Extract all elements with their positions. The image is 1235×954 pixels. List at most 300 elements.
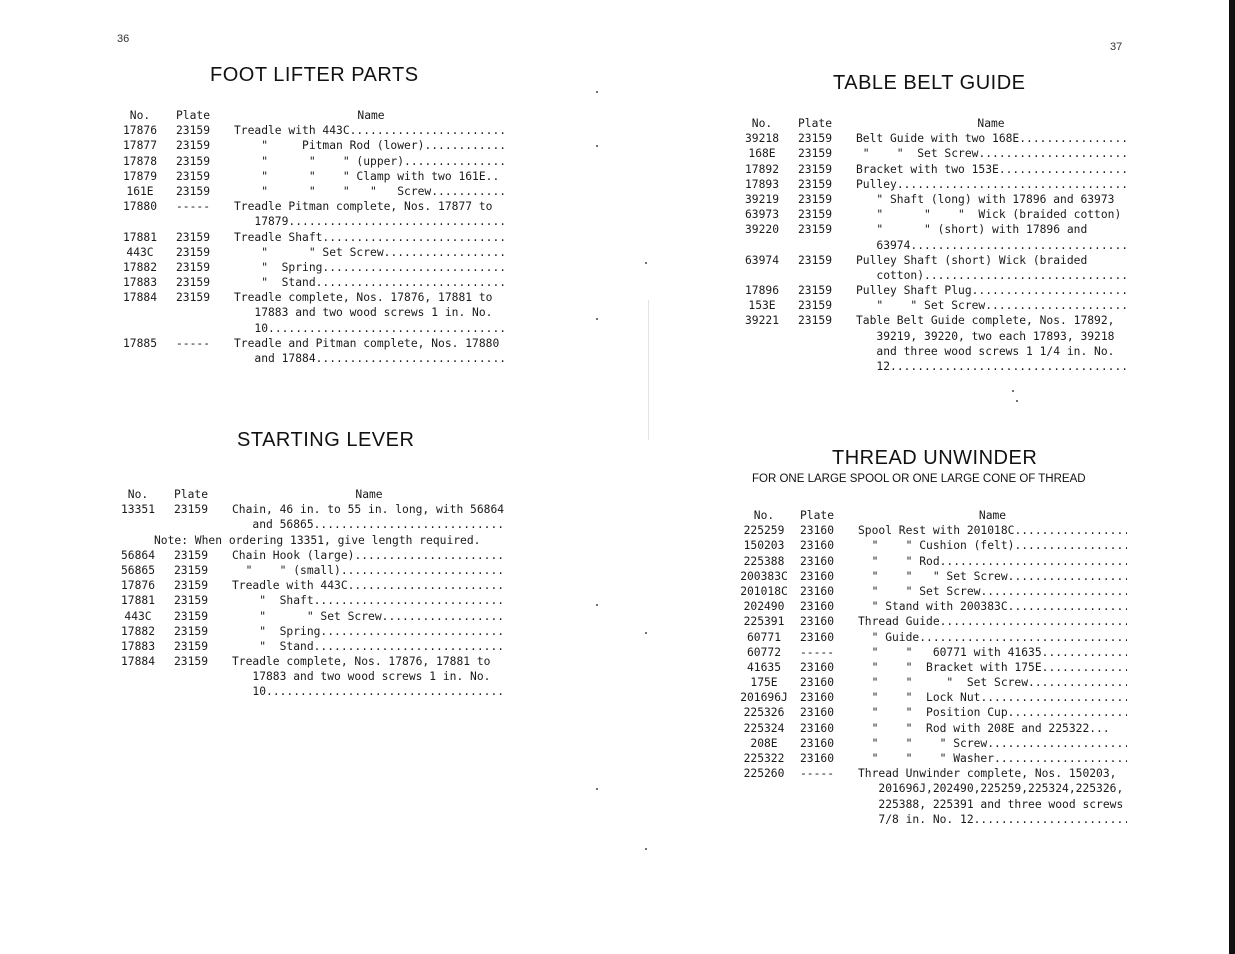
part-name: " " 60771 with 41635 — [858, 645, 1042, 659]
page-edge-binding — [1229, 0, 1235, 954]
plate-number: 23160 — [799, 752, 834, 765]
part-name: " " Lock Nut — [858, 691, 981, 705]
dot-leader — [268, 321, 508, 336]
gutter-speck — [596, 788, 598, 790]
header-no: No. — [751, 117, 773, 130]
plate-number: 23159 — [175, 245, 210, 259]
part-name-with-leader — [232, 609, 506, 624]
note-text: Note: When ordering 13351, give length required. — [154, 533, 481, 547]
dot-leader — [924, 268, 1126, 283]
part-number: 39220 — [744, 223, 779, 237]
dot-leader — [320, 624, 506, 639]
table-row — [116, 305, 508, 320]
dot-leader — [1008, 705, 1127, 720]
plate-number: 23159 — [173, 655, 208, 669]
dot-leader — [994, 751, 1127, 766]
part-number: 150203 — [743, 539, 785, 553]
part-name-with-leader — [858, 705, 1127, 720]
table-row — [114, 639, 506, 654]
plate-number: 23159 — [173, 624, 208, 638]
plate-number: 23160 — [799, 524, 834, 538]
starting-lever-title: STARTING LEVER — [237, 429, 415, 451]
part-name: " Spring — [232, 624, 321, 638]
gutter-speck — [596, 91, 598, 93]
thread-unwinder-subtitle: FOR ONE LARGE SPOOL OR ONE LARGE CONE OF THREAD — [752, 473, 1086, 485]
part-name: and 56865 — [232, 518, 314, 532]
header-plate: Plate — [797, 117, 832, 130]
part-name: " " " " Screw — [234, 184, 432, 198]
part-name: Thread Unwinder complete, Nos. 150203, — [858, 767, 1117, 781]
starting-lever-table — [114, 487, 506, 700]
table-row — [738, 162, 1126, 177]
dot-leader — [940, 614, 1127, 629]
part-name-with-leader — [858, 645, 1127, 660]
header-plate: Plate — [175, 109, 210, 122]
table-header — [738, 116, 1126, 131]
dot-leader — [350, 123, 508, 138]
part-number: 60771 — [746, 630, 781, 644]
dot-leader — [940, 554, 1127, 569]
part-number: 39219 — [744, 192, 779, 206]
part-number: 56864 — [120, 548, 155, 562]
part-number: 17880 — [122, 200, 157, 214]
part-name-with-leader — [856, 146, 1126, 161]
table-row — [740, 614, 1127, 629]
plate-number: 23159 — [797, 314, 832, 328]
plate-number: 23159 — [173, 639, 208, 653]
table-header — [116, 108, 508, 123]
part-name: " " " Wick (braided cotton) — [856, 208, 1122, 222]
dot-leader — [987, 736, 1127, 751]
plate-number: 23160 — [799, 584, 834, 598]
plate-number: 23160 — [799, 721, 834, 735]
part-name: " " Rod — [858, 554, 940, 568]
part-number: 17896 — [744, 284, 779, 298]
dot-leader — [314, 517, 506, 532]
header-no: No. — [127, 488, 149, 501]
table-belt-guide-title: TABLE BELT GUIDE — [833, 72, 1026, 94]
part-name: 201696J,202490,225259,225324,225326, — [858, 782, 1124, 796]
table-row — [738, 268, 1126, 283]
plate-number: 23159 — [175, 291, 210, 305]
table-row — [740, 736, 1127, 751]
dot-leader — [1042, 645, 1127, 660]
plate-number: 23160 — [799, 660, 834, 674]
part-number: 13351 — [120, 503, 155, 517]
table-row — [114, 578, 506, 593]
part-name: 225388, 225391 and three wood screws — [858, 797, 1124, 811]
part-number: 200383C — [740, 569, 788, 583]
table-row — [738, 329, 1126, 344]
dot-leader — [1042, 660, 1127, 675]
gutter-speck — [645, 632, 647, 634]
table-row — [740, 675, 1127, 690]
part-name-with-leader — [232, 578, 506, 593]
table-row — [740, 584, 1127, 599]
part-name-with-leader — [232, 548, 506, 563]
page-speck — [1016, 400, 1018, 402]
part-name: " " " (upper) — [234, 154, 405, 168]
plate-number: 23160 — [799, 630, 834, 644]
plate-number: 23159 — [797, 177, 832, 191]
part-name-with-leader — [232, 684, 506, 699]
dot-leader — [348, 578, 506, 593]
table-row — [116, 184, 508, 199]
part-name-with-leader — [858, 751, 1127, 766]
part-name: Thread Guide — [858, 615, 940, 629]
part-number: 225391 — [743, 615, 785, 629]
table-row — [740, 599, 1127, 614]
dot-leader — [314, 639, 506, 654]
plate-number: 23159 — [173, 503, 208, 517]
part-name-with-leader — [858, 736, 1127, 751]
part-name: Pulley Shaft Plug — [856, 284, 972, 298]
dot-leader — [322, 260, 508, 275]
table-row — [114, 593, 506, 608]
part-name-with-leader — [858, 599, 1127, 614]
part-name: " Stand with 200383C — [858, 600, 1008, 614]
part-name: 7/8 in. No. 12 — [858, 812, 974, 826]
dot-leader — [1008, 599, 1127, 614]
part-name: " " " Set Screw — [858, 676, 1029, 690]
dot-leader — [314, 593, 506, 608]
dot-leader — [316, 351, 508, 366]
part-name: Treadle with 443C — [232, 579, 348, 593]
table-header — [114, 487, 506, 502]
table-row — [738, 146, 1126, 161]
plate-number: 23159 — [175, 139, 210, 153]
dot-leader — [316, 275, 508, 290]
dot-leader — [382, 609, 506, 624]
header-plate: Plate — [799, 509, 834, 522]
part-number: 17883 — [120, 639, 155, 653]
dot-leader — [266, 684, 506, 699]
part-number: 17893 — [744, 177, 779, 191]
plate-number: 23160 — [799, 554, 834, 568]
part-name: " Spring — [234, 260, 323, 274]
part-name: Treadle complete, Nos. 17876, 17881 to — [234, 291, 493, 305]
part-name: " " " Screw — [858, 736, 988, 750]
table-row — [116, 169, 508, 184]
part-number: 17882 — [122, 260, 157, 274]
dot-leader — [322, 230, 508, 245]
table-row — [116, 290, 508, 305]
part-name-with-leader — [234, 245, 508, 260]
header-plate: Plate — [173, 488, 208, 501]
dot-leader — [980, 584, 1127, 599]
part-number: 17881 — [122, 230, 157, 244]
part-number: 225260 — [743, 767, 785, 781]
plate-number: 23159 — [173, 609, 208, 623]
part-name-with-leader — [856, 162, 1126, 177]
plate-number: 23159 — [173, 579, 208, 593]
table-row — [738, 253, 1126, 268]
table-row — [738, 359, 1126, 374]
dot-leader — [288, 214, 508, 229]
plate-number: 23160 — [799, 615, 834, 629]
part-name: " " " Set Screw — [858, 569, 1008, 583]
table-row — [116, 230, 508, 245]
page-speck — [1012, 390, 1014, 392]
dot-leader — [424, 138, 508, 153]
part-name-with-leader — [858, 554, 1127, 569]
part-name: and three wood screws 1 1/4 in. No. — [856, 344, 1115, 358]
table-row — [740, 797, 1127, 812]
dot-leader — [897, 177, 1126, 192]
part-name-with-leader — [232, 639, 506, 654]
part-number: 56865 — [120, 563, 155, 577]
part-number: 17877 — [122, 139, 157, 153]
plate-number: 23159 — [797, 284, 832, 298]
table-row — [116, 154, 508, 169]
foot-lifter-table — [116, 108, 508, 366]
table-row — [116, 123, 508, 138]
part-name-with-leader — [858, 538, 1127, 553]
plate-number: ----- — [799, 645, 834, 659]
part-number: 17881 — [120, 594, 155, 608]
dot-leader — [431, 184, 508, 199]
plate-number: 23159 — [175, 260, 210, 274]
part-name-with-leader — [858, 690, 1127, 705]
dot-leader — [972, 283, 1126, 298]
part-name: Spool Rest with 201018C — [858, 524, 1015, 538]
dot-leader — [354, 548, 506, 563]
dot-leader — [1028, 675, 1127, 690]
plate-number: ----- — [175, 200, 210, 214]
table-row — [740, 660, 1127, 675]
table-row — [740, 554, 1127, 569]
table-row — [116, 214, 508, 229]
part-name: 10 — [234, 321, 269, 335]
header-no: No. — [753, 509, 775, 522]
dot-leader — [1014, 538, 1127, 553]
part-name: Chain, 46 in. to 55 in. long, with 56864 — [232, 503, 505, 517]
table-row — [116, 199, 508, 214]
part-name-with-leader — [232, 593, 506, 608]
gutter-speck — [645, 848, 647, 850]
part-name-with-leader — [858, 569, 1127, 584]
part-name-with-leader — [234, 214, 508, 229]
header-no: No. — [129, 109, 151, 122]
part-name: 10 — [232, 685, 267, 699]
table-row — [738, 344, 1126, 359]
table-header — [740, 508, 1127, 523]
plate-number: 23159 — [797, 299, 832, 313]
table-row — [740, 751, 1127, 766]
left-page-number: 36 — [117, 33, 130, 45]
part-name-with-leader — [856, 298, 1126, 313]
plate-number: 23159 — [175, 230, 210, 244]
part-number: 202490 — [743, 600, 785, 614]
part-name-with-leader — [234, 184, 508, 199]
part-name-with-leader — [234, 138, 508, 153]
part-name-with-leader — [856, 268, 1126, 283]
part-number: 225326 — [743, 706, 785, 720]
header-name: Name — [977, 117, 1005, 130]
part-number: 225322 — [743, 752, 785, 765]
table-row — [116, 336, 508, 351]
gutter-speck — [645, 262, 647, 264]
part-name: " " " Clamp with two 161E.. — [234, 169, 500, 183]
part-name-with-leader — [858, 812, 1127, 827]
part-name: Treadle and Pitman complete, Nos. 17880 — [234, 336, 500, 350]
thread-unwinder-table — [740, 508, 1127, 827]
part-number: 17883 — [122, 276, 157, 290]
part-name-with-leader — [858, 660, 1127, 675]
dot-leader — [978, 146, 1126, 161]
plate-number: 23160 — [799, 539, 834, 553]
part-name-with-leader — [856, 238, 1126, 253]
part-name: 17883 and two wood screws 1 in. No. — [232, 670, 491, 684]
gutter-shadow — [648, 300, 649, 440]
part-number: 201696J — [740, 691, 788, 705]
part-name: " " " Washer — [858, 752, 995, 765]
part-name-with-leader — [858, 675, 1127, 690]
part-name: Table Belt Guide complete, Nos. 17892, — [856, 314, 1115, 328]
part-name-with-leader — [234, 351, 508, 366]
part-number: 225324 — [743, 721, 785, 735]
dot-leader — [980, 690, 1127, 705]
table-belt-guide-table — [738, 116, 1126, 374]
plate-number: ----- — [175, 336, 210, 350]
plate-number: 23159 — [797, 162, 832, 176]
part-number: 17884 — [122, 291, 157, 305]
table-row — [738, 283, 1126, 298]
part-name: Pulley Shaft (short) Wick (braided — [856, 253, 1088, 267]
part-number: 17876 — [122, 124, 157, 138]
table-row — [738, 207, 1126, 222]
plate-number: 23159 — [797, 147, 832, 161]
part-name: " " Set Screw — [856, 147, 979, 161]
table-row — [116, 245, 508, 260]
right-page-number: 37 — [1110, 41, 1123, 53]
table-row — [738, 131, 1126, 146]
table-row — [738, 313, 1126, 328]
part-number: 17892 — [744, 162, 779, 176]
part-name-with-leader — [234, 275, 508, 290]
part-name: " Shaft (long) with 17896 and 63973 — [856, 192, 1115, 206]
part-name-with-leader — [234, 321, 508, 336]
table-row — [740, 766, 1127, 781]
dot-leader — [974, 812, 1127, 827]
plate-number: 23159 — [175, 184, 210, 198]
part-name-with-leader — [234, 154, 508, 169]
part-name: " " Set Screw — [234, 245, 384, 259]
dot-leader — [1014, 523, 1127, 538]
part-number: 17884 — [120, 655, 155, 669]
part-name: " " (small) — [232, 563, 341, 577]
part-number: 17878 — [122, 154, 157, 168]
plate-number: 23159 — [797, 208, 832, 222]
dot-leader — [999, 162, 1126, 177]
plate-number: 23159 — [175, 169, 210, 183]
part-name: " " (short) with 17896 and — [856, 223, 1088, 237]
plate-number: 23159 — [173, 563, 208, 577]
plate-number: 23159 — [175, 154, 210, 168]
part-name: 17883 and two wood screws 1 in. No. — [234, 306, 493, 320]
plate-number: 23159 — [797, 192, 832, 206]
header-name: Name — [978, 509, 1007, 522]
plate-number: 23159 — [173, 594, 208, 608]
table-row — [738, 177, 1126, 192]
part-name-with-leader — [856, 177, 1126, 192]
dot-leader — [910, 238, 1126, 253]
part-name-with-leader — [858, 523, 1127, 538]
plate-number: 23160 — [799, 691, 834, 705]
part-name: Treadle Pitman complete, Nos. 17877 to — [234, 200, 493, 214]
part-name: " Pitman Rod (lower) — [234, 139, 425, 153]
part-name-with-leader — [232, 517, 506, 532]
table-row — [114, 624, 506, 639]
table-row — [116, 321, 508, 336]
part-name: " " Set Screw — [856, 299, 986, 313]
dot-leader — [890, 359, 1126, 374]
part-name-with-leader — [856, 359, 1126, 374]
dot-leader — [1008, 569, 1127, 584]
plate-number: 23160 — [799, 706, 834, 720]
part-number: 168E — [748, 147, 776, 161]
part-name-with-leader — [858, 614, 1127, 629]
table-row — [114, 654, 506, 669]
table-row — [740, 630, 1127, 645]
part-number: 225259 — [743, 524, 785, 538]
table-row — [738, 222, 1126, 237]
plate-number: 23160 — [799, 736, 834, 750]
part-name: " " Rod with 208E and 225322... — [858, 721, 1110, 735]
part-name: 12 — [856, 360, 891, 373]
dot-leader — [404, 154, 508, 169]
part-number: 63974 — [744, 253, 779, 267]
gutter-speck — [596, 604, 598, 606]
table-row — [114, 684, 506, 699]
part-number: 225388 — [743, 554, 785, 568]
part-number: 201018C — [740, 584, 788, 598]
table-row — [738, 192, 1126, 207]
plate-number: 23160 — [799, 600, 834, 614]
part-name: 63974 — [856, 238, 911, 252]
dot-leader — [384, 245, 508, 260]
table-row — [114, 609, 506, 624]
plate-number: 23159 — [175, 276, 210, 290]
foot-lifter-title: FOOT LIFTER PARTS — [210, 64, 419, 86]
part-number: 443C — [126, 245, 154, 259]
part-name-with-leader — [234, 260, 508, 275]
header-name: Name — [355, 488, 383, 501]
part-name: " " Cushion (felt) — [858, 539, 1015, 553]
part-number: 161E — [126, 184, 154, 198]
table-row — [738, 238, 1126, 253]
part-name: Treadle with 443C — [234, 124, 350, 138]
part-name: 17879 — [234, 215, 289, 229]
plate-number: 23159 — [797, 132, 832, 146]
table-row — [116, 351, 508, 366]
part-name: Treadle Shaft — [234, 230, 323, 244]
dot-leader — [919, 630, 1127, 645]
table-row — [740, 781, 1127, 796]
table-row — [740, 705, 1127, 720]
part-number: 17885 — [122, 336, 157, 350]
table-row — [114, 517, 506, 532]
part-name-with-leader — [232, 624, 506, 639]
part-number: 153E — [748, 299, 776, 313]
part-name: " " Bracket with 175E — [858, 660, 1042, 674]
table-row — [114, 563, 506, 578]
part-name: " " Position Cup — [858, 706, 1008, 720]
part-number: 17882 — [120, 624, 155, 638]
part-name-with-leader — [856, 283, 1126, 298]
gutter-speck — [596, 318, 598, 320]
part-name-with-leader — [858, 630, 1127, 645]
